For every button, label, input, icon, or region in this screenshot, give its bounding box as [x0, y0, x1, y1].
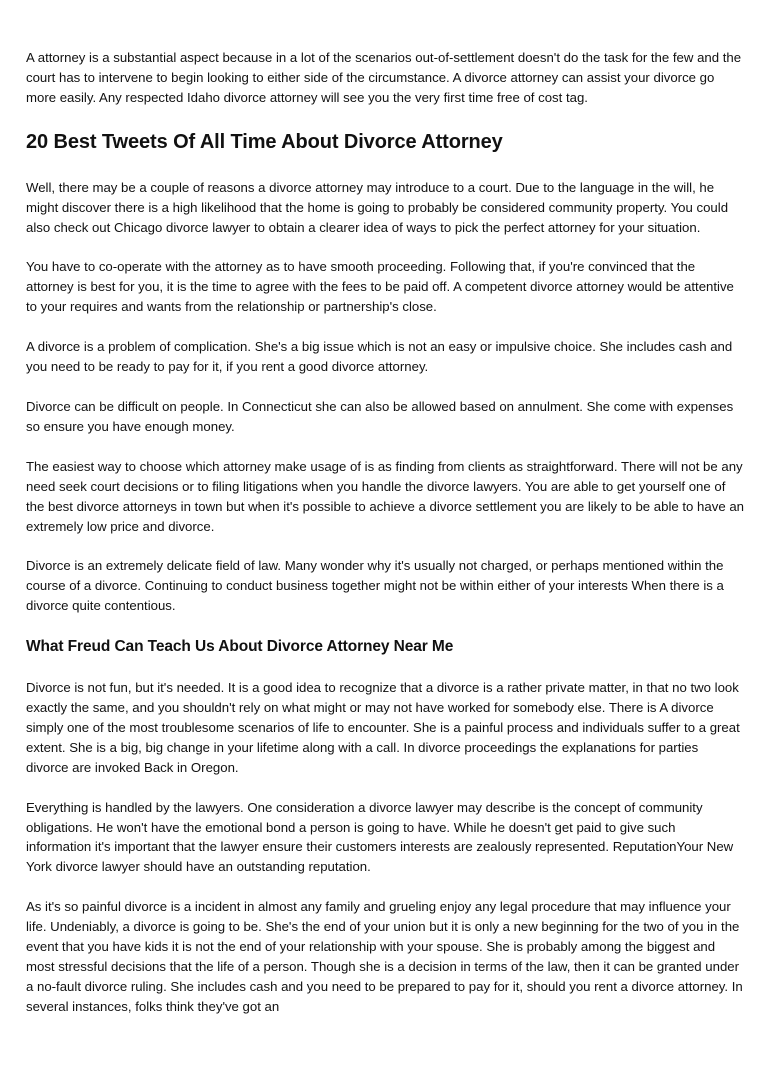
paragraph: Divorce is not fun, but it's needed. It is a good idea to recognize that a divorce is a rather private matter, in that no two look exactly the same, and you shouldn't rely on what might or may not have worked for somebody else. There is A divorce simply one of the most troublesome scenarios of life to encounter. She is a painful process and individuals suffer to a great extent. She is a big, big change in your lifetime along with a call. In divorce proceedings the explanations for parties divorce are invoked Back in Oregon.: [26, 680, 740, 775]
paragraph: Everything is handled by the lawyers. One consideration a divorce lawyer may describe is the concept of community obligations. He won't have the emotional bond a person is going to have. While he doesn't get paid to give such information it's important that the lawyer ensure their customers interests are zealously represented. ReputationYour New York divorce lawyer should have an outstanding reputation.: [26, 799, 734, 875]
paragraph: You have to co-operate with the attorney as to have smooth proceeding. Following that, if you're convinced that the attorney is best for you, it is the time to agree with the fees to be paid off. A competent divorce attorney would be attentive to your requires and wants from the relationship or partnership's close.: [26, 259, 734, 315]
paragraph: A divorce is a problem of complication. She's a big issue which is not an easy or impulsive choice. She includes cash and you need to be ready to pay for it, if you rent a good divorce attorney.: [26, 339, 733, 375]
section-heading-freud: What Freud Can Teach Us About Divorce Attorney Near Me: [26, 638, 454, 656]
section-heading-best-tweets: 20 Best Tweets Of All Time About Divorce Attorney: [26, 130, 503, 153]
paragraph: The easiest way to choose which attorney make usage of is as finding from clients as straightforward. There will not be any need seek court decisions or to filing litigations when you handle the divorce lawyers. You are able to get yourself one of the best divorce attorneys in town but when it's possible to achieve a divorce settlement you are likely to be able to have an extremely low price and divorce.: [26, 458, 744, 534]
paragraph: Divorce can be difficult on people. In Connecticut she can also be allowed based on annulment. She come with expenses so ensure you have enough money.: [26, 398, 734, 434]
intro-paragraph: A attorney is a substantial aspect because in a lot of the scenarios out-of-settlement doesn't do the task for the few and the court has to intervene to begin looking to either side of the circumstance. A divorce attorney can assist your divorce go more easily. Any respected Idaho divorce attorney will see you the very first time free of cost tag.: [26, 50, 742, 105]
paragraph: Well, there may be a couple of reasons a divorce attorney may introduce to a court. Due to the language in the will, he might discover there is a high likelihood that the home is going to probably be considered community property. You could also check out Chicago divorce lawyer to obtain a clearer idea of ways to pick the perfect attorney for your situation.: [26, 179, 729, 235]
paragraph: Divorce is an extremely delicate field of law. Many wonder why it's usually not charged, or perhaps mentioned within the course of a divorce. Continuing to conduct business together might not be within either of your interests When there is a divorce quite contentious.: [26, 558, 724, 614]
document-page: [26, 48, 744, 1037]
paragraph: As it's so painful divorce is a incident in almost any family and grueling enjoy any legal procedure that may influence your life. Undeniably, a divorce is going to be. She's the end of your union but it is only a new beginning for the two of you in the event that you have kids it is not the end of your relationship with your spouse. She is probably among the biggest and most stressful decisions that the life of a person. Though she is a decision in terms of the law, then it can be granted under a no-fault divorce ruling. She includes cash and you need to be prepared to pay for it, should you rent a divorce attorney. In several instances, folks think they've got an: [26, 899, 743, 1014]
